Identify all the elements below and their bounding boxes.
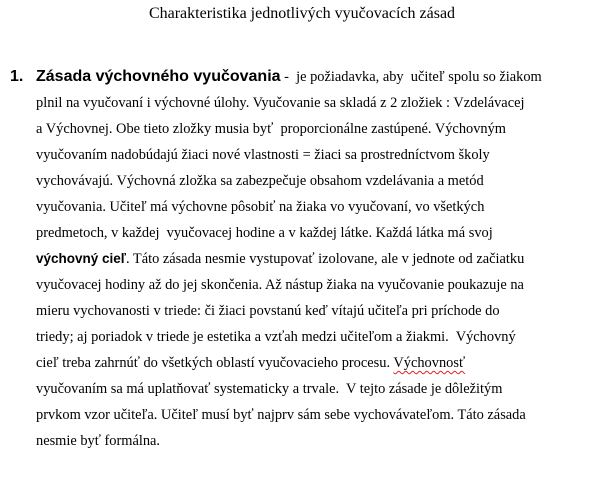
line-text: prvkom vzor učiteľa. Učiteľ musí byť najprv sám sebe vychovávateľom. Táto zásada (36, 407, 526, 423)
line-text: nesmie byť formálna. (36, 433, 161, 449)
line-text: . Táto zásada nesmie vystupovať izolovane, ale v jednote od začiatku (126, 251, 525, 267)
line-text: vyučovaním sa má uplatňovať systematicky a trvale. V tejto zásade je dôležitým (36, 381, 503, 397)
paragraph-line (36, 171, 592, 197)
paragraph-line (36, 275, 592, 301)
paragraph-line (36, 119, 592, 145)
line-text: predmetoch, v každej vyučovacej hodine a v každej látke. Každá látka má svoj (36, 225, 493, 241)
line-text: mieru vychovanosti v triede: či žiaci povstanú keď vítajú učiteľa pri príchode do (36, 303, 500, 319)
paragraph-line (36, 249, 592, 275)
paragraph-line (36, 327, 592, 353)
paragraph-line (36, 93, 592, 119)
paragraph-line (36, 197, 592, 223)
paragraph-line (36, 223, 592, 249)
paragraph-line (36, 145, 592, 171)
line-text: triedy; aj poriadok v triede je estetika a vzťah medzi učiteľom a žiakmi. Výchovný (36, 329, 516, 345)
paragraph-line (36, 67, 592, 93)
section-number: 1. (10, 68, 24, 85)
paragraph-line (36, 301, 592, 327)
bold-phrase: výchovný cieľ (36, 251, 126, 266)
line-text: a Výchovnej. Obe tieto zložky musia byť proporcionálne zastúpené. Výchovným (36, 121, 506, 137)
spellcheck-flagged-word[interactable]: Výchovnosť (393, 355, 466, 371)
line-text: vyučovacej hodiny až do jej skončenia. Až nástup žiaka na vyučovanie poukazuje na (36, 277, 524, 293)
paragraph-line (36, 405, 592, 431)
document-title: Charakteristika jednotlivých vyučovacích zásad (148, 5, 456, 22)
line-text: cieľ treba zahrnúť do všetkých oblastí vyučovacieho procesu. (36, 355, 394, 371)
paragraph-line (36, 353, 592, 379)
section-paragraph (36, 67, 592, 457)
line-text: vyučovania. Učiteľ má výchovne pôsobiť na žiaka vo vyučovaní, vo všetkých (36, 199, 485, 215)
heading-suffix-text: - je požiadavka, aby učiteľ spolu so žiakom (280, 69, 542, 85)
line-text: plnil na vyučovaní i výchovné úlohy. Vyučovanie sa skladá z 2 zložiek : Vzdelávacej (36, 95, 525, 111)
paragraph-line (36, 379, 592, 405)
section-heading: Zásada výchovného vyučovania (36, 68, 281, 85)
paragraph-line (36, 431, 592, 457)
line-text: vychovávajú. Výchovná zložka sa zabezpečuje obsahom vzdelávania a metód (36, 173, 484, 189)
line-text: vyučovaním nadobúdajú žiaci nové vlastnosti = žiaci sa prostredníctvom školy (36, 147, 490, 163)
